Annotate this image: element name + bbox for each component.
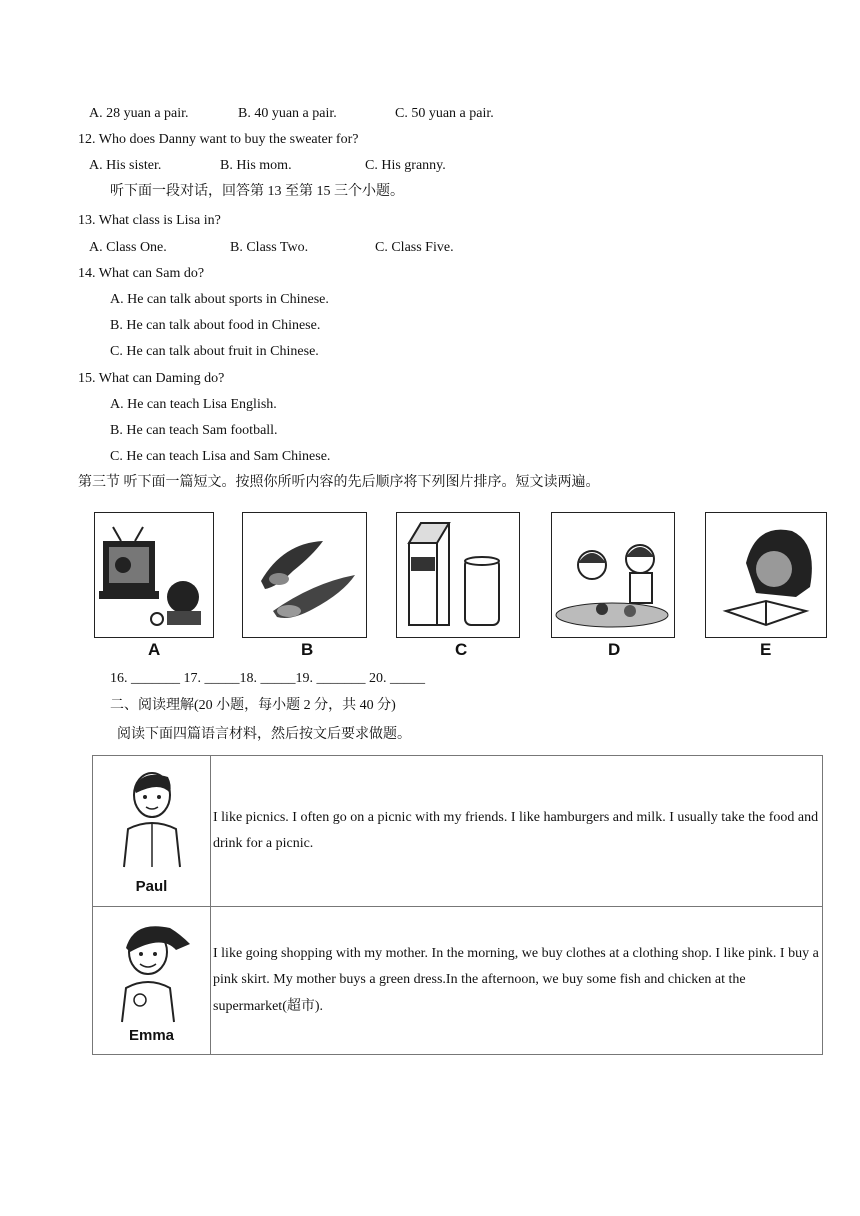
q12-option-c: C. His granny.: [365, 158, 446, 173]
two-girls-eating-icon: [552, 513, 673, 636]
answer-blanks: 16. _______ 17. _____18. _____19. _______ 20. _____: [110, 671, 425, 686]
q14-option-b: B. He can talk about food in Chinese.: [110, 318, 321, 333]
q15-option-a: A. He can teach Lisa English.: [110, 397, 277, 412]
q13-option-b: B. Class Two.: [230, 240, 309, 255]
reading-heading: 二、阅读理解(20 小题，每小题 2 分，共 40 分): [110, 698, 396, 713]
q15-option-b: B. He can teach Sam football.: [110, 423, 278, 438]
picture-d: [551, 512, 675, 638]
milk-and-glass-icon: [397, 513, 518, 636]
q12-option-b: B. His mom.: [220, 158, 292, 173]
q13-question: 13. What class is Lisa in?: [78, 213, 221, 228]
picture-label-c: C: [455, 640, 468, 659]
portrait-cell: [93, 756, 211, 907]
girl-portrait-icon: [110, 918, 194, 1026]
reading-text-emma: I like going shopping with my mother. In the morning, we buy clothes at a clothing shop. I like pink. I buy a pink skirt. My mother buys a green dress.In the afternoon, we buy some fish and chicken at the supermarket(超市).: [211, 907, 823, 1055]
tv-watching-icon: [95, 513, 212, 636]
portrait-cell: [93, 907, 211, 1055]
q15-question: 15. What can Daming do?: [78, 371, 225, 386]
q13-option-a: A. Class One.: [89, 240, 167, 255]
picture-b: [242, 512, 367, 638]
picture-label-a: A: [148, 640, 161, 659]
q14-option-c: C. He can talk about fruit in Chinese.: [110, 344, 319, 359]
picture-a: [94, 512, 214, 638]
picture-label-d: D: [608, 640, 621, 659]
q11-option-b: B. 40 yuan a pair.: [238, 106, 337, 121]
table-row: [93, 907, 823, 1055]
q11-option-c: C. 50 yuan a pair.: [395, 106, 494, 121]
picture-c: [396, 512, 520, 638]
picture-label-e: E: [760, 640, 772, 659]
girl-reading-icon: [706, 513, 825, 636]
q15-option-c: C. He can teach Lisa and Sam Chinese.: [110, 449, 331, 464]
picture-e: [705, 512, 827, 638]
table-row: [93, 756, 823, 907]
q13-option-c: C. Class Five.: [375, 240, 454, 255]
q14-option-a: A. He can talk about sports in Chinese.: [110, 292, 329, 307]
q12-option-a: A. His sister.: [89, 158, 162, 173]
q11-option-a: A. 28 yuan a pair.: [89, 106, 189, 121]
reading-table: [92, 755, 823, 1055]
student-name-paul: Paul: [135, 878, 168, 895]
q12-question: 12. Who does Danny want to buy the sweater for?: [78, 132, 359, 147]
reading-text-paul: I like picnics. I often go on a picnic with my friends. I like hamburgers and milk. I usually take the food and drink for a picnic.: [211, 756, 823, 907]
q14-question: 14. What can Sam do?: [78, 266, 205, 281]
instruction-13-15: 听下面一段对话，回答第 13 至第 15 三个小题。: [110, 184, 404, 199]
shoes-icon: [243, 513, 365, 636]
picture-label-b: B: [301, 640, 314, 659]
boy-portrait-icon: [112, 767, 192, 877]
reading-instruction: 阅读下面四篇语言材料，然后按文后要求做题。: [117, 727, 411, 742]
student-name-emma: Emma: [128, 1026, 175, 1044]
section3-instruction: 第三节 听下面一篇短文。按照你所听内容的先后顺序将下列图片排序。短文读两遍。: [78, 475, 600, 490]
